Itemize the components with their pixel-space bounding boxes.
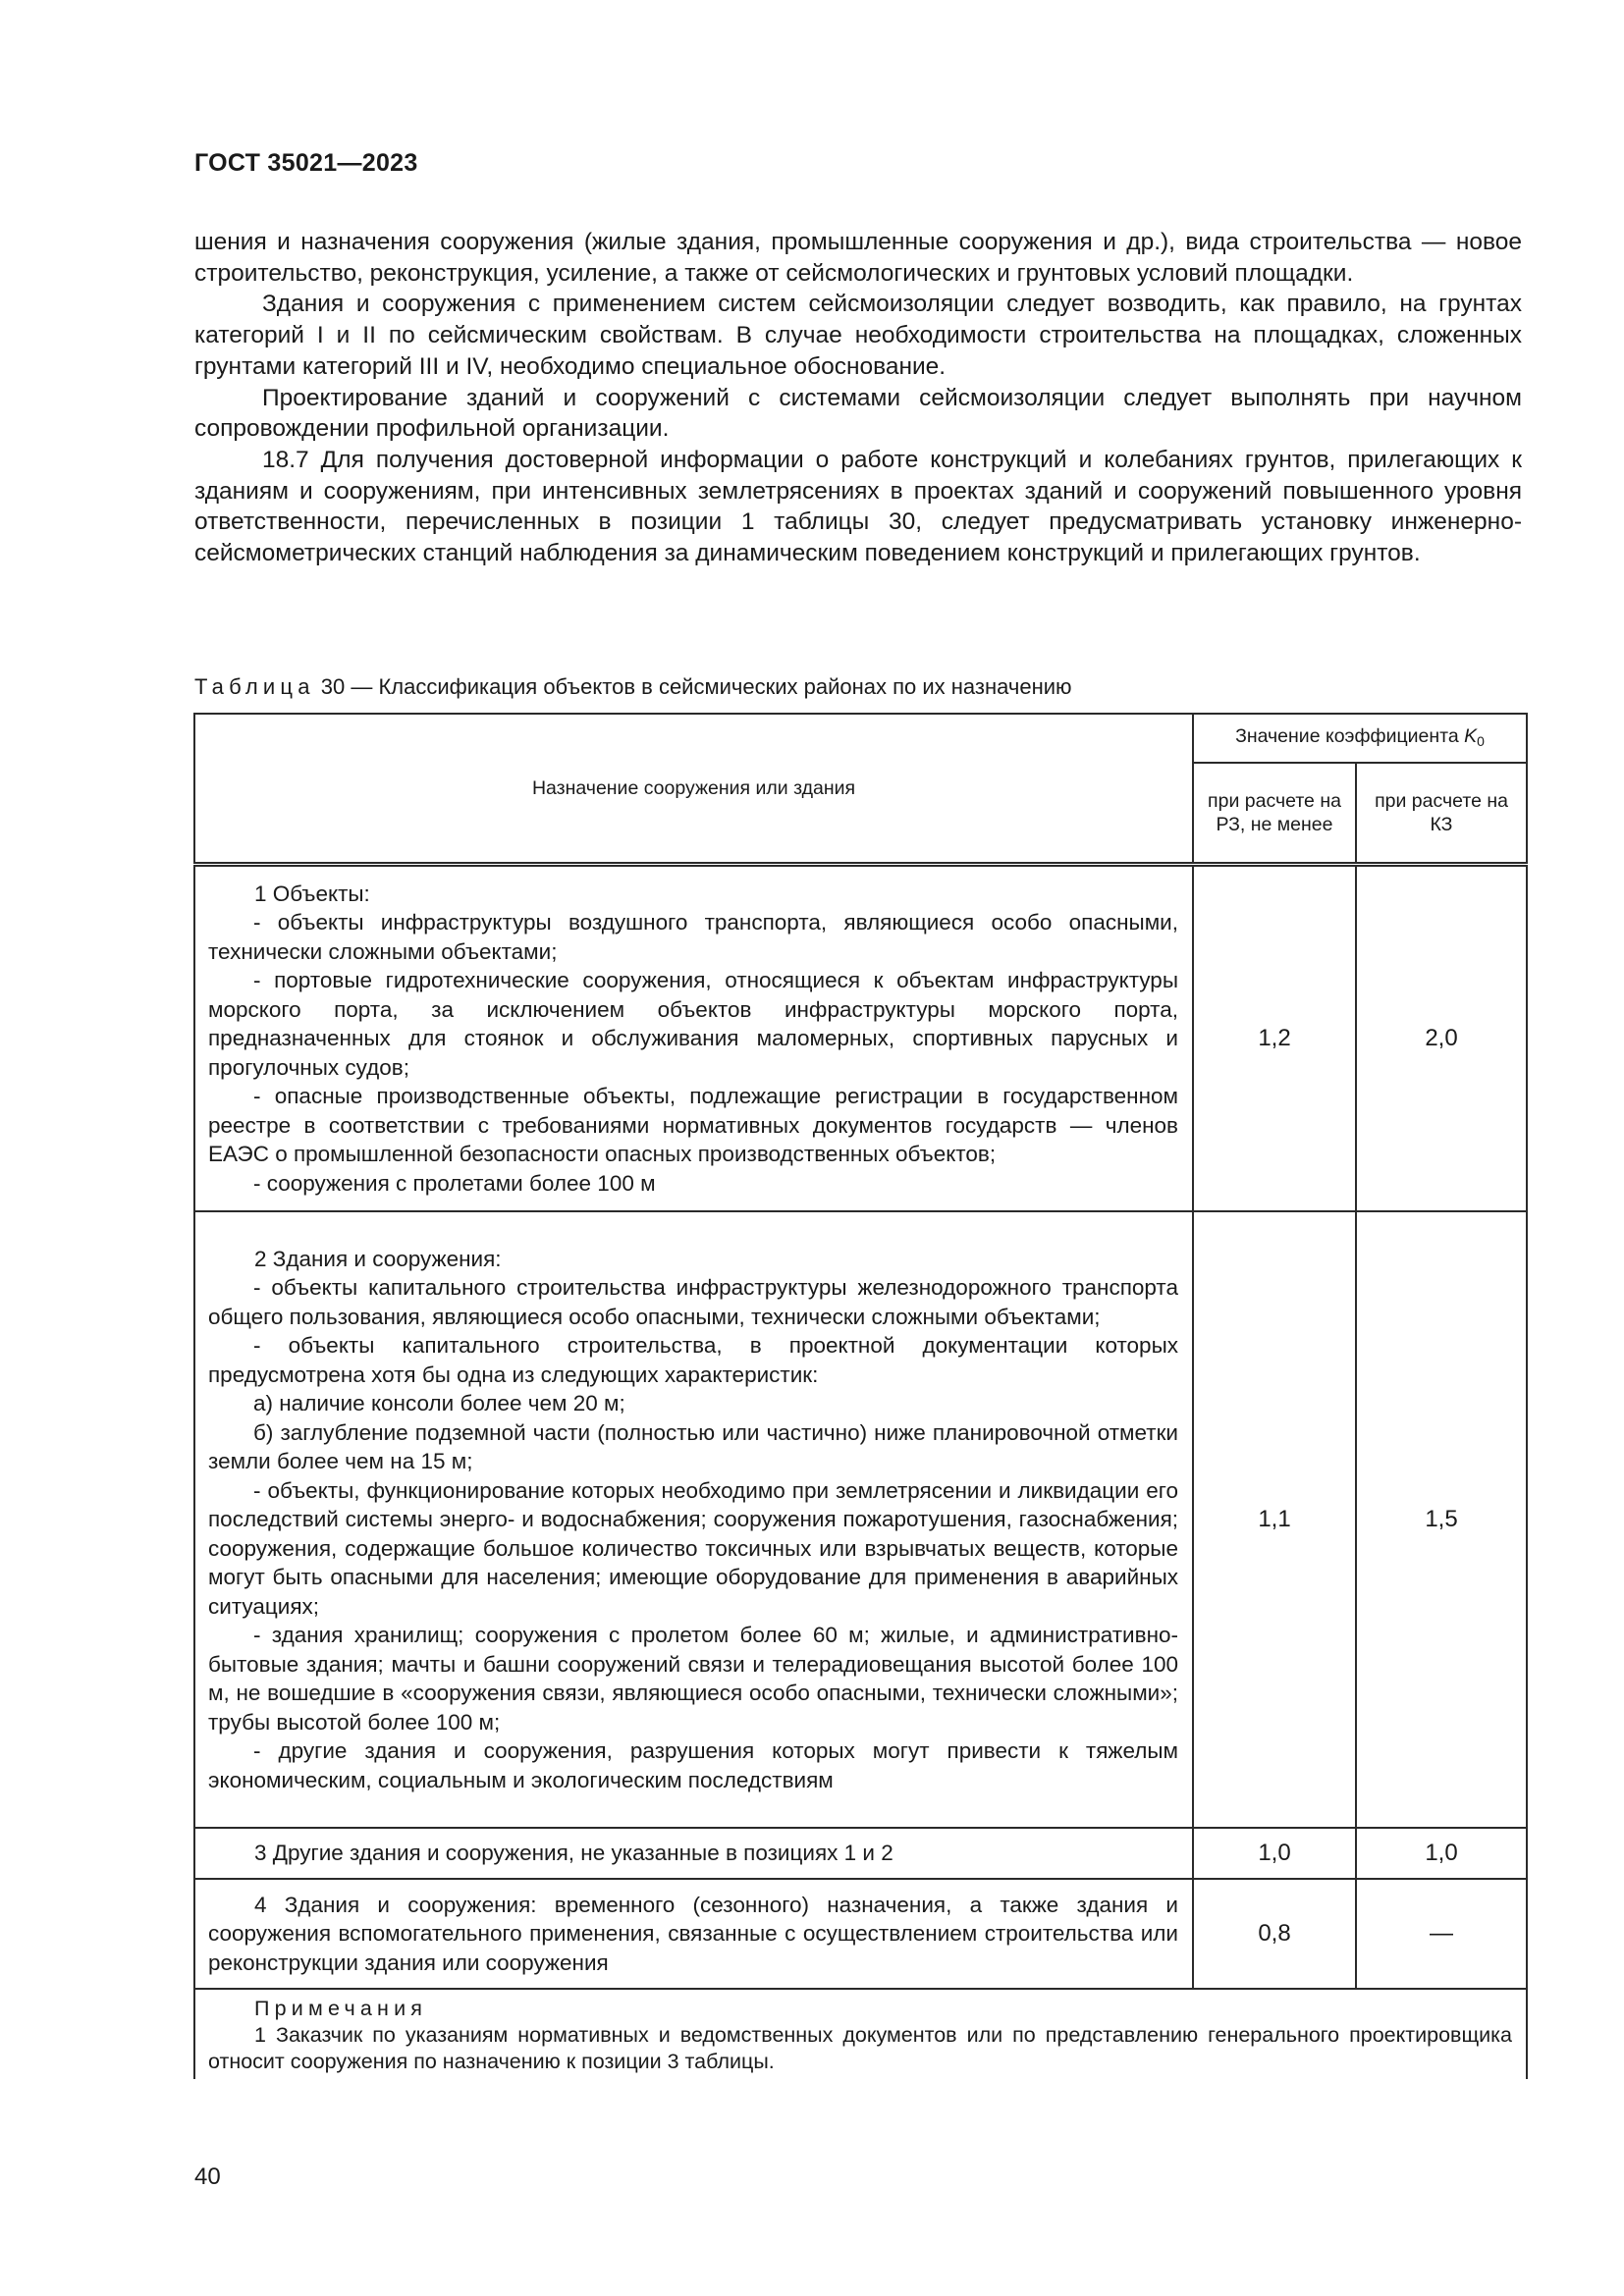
table-caption-text: 30 — Классификация объектов в сейсмических районах по их назначению (320, 674, 1072, 699)
row-kz-value: 2,0 (1356, 865, 1527, 1212)
table-row (194, 865, 1527, 1212)
table-row (194, 1828, 1527, 1879)
standard-header: ГОСТ 35021—2023 (194, 149, 418, 177)
row-kz-value: — (1356, 1879, 1527, 1989)
row-pz-value: 1,0 (1193, 1828, 1356, 1879)
paragraph-1: шения и назначения сооружения (жилые здания, промышленные сооружения и др.), вида строительства — новое строительство, реконструкция, усиление, а также от сейсмологических и грунтовых условий площадки. (194, 229, 1522, 287)
row-description: 2 Здания и сооружения: - объекты капитального строительства инфраструктуры железнодорожного транспорта общего пользования, являющиеся особо опасными, технически сложными объектами; - объекты капитального строительства, в проектной документации которых предусмотрена хотя бы одна из следующих характеристик: а) наличие консоли более чем 20 м; б) заглубление подземной части (полностью или частично) ниже планировочной отметки земли более чем на 15 м; - объекты, функционирование которых необходимо при землетрясении и ликвидации его последствий системы энерго- и водоснабжения; сооружения пожаротушения, газоснабжения; сооружения, содержащие большое количество токсичных или взрывчатых веществ, которые могут быть опасными для населения; имеющие оборудование для применения в аварийных ситуациях; - здания хранилищ; сооружения с пролетом более 60 м; жилые, и административно-бытовые здания; мачты и башни сооружений связи и телерадиовещания высотой более 100 м, не вошедшие в «сооружения связи, являющиеся особо опасными, технически сложными»; трубы высотой более 100 м; - другие здания и сооружения, разрушения которых могут привести к тяжелым экономическим, социальным и экологическим последствиям (194, 1211, 1193, 1828)
page-number: 40 (194, 2163, 221, 2190)
table-row (194, 1211, 1527, 1828)
table-caption (194, 674, 1072, 700)
table-caption-label: Таблица (194, 674, 315, 699)
row-pz-value: 0,8 (1193, 1879, 1356, 1989)
row-pz-value: 1,1 (1193, 1211, 1356, 1828)
row-description: 4 Здания и сооружения: временного (сезонного) назначения, а также здания и сооружения вспомогательного применения, связанные с осуществлением строительства или реконструкции здания или сооружения (194, 1879, 1193, 1989)
notes-title: Примечания (254, 1997, 428, 2020)
header-purpose: Назначение сооружения или здания (194, 714, 1193, 865)
table-notes (194, 1989, 1527, 2079)
header-kz: при расчете на КЗ (1356, 763, 1527, 865)
table-row (194, 1879, 1527, 1989)
notes-row (194, 1989, 1527, 2079)
paragraph-2: Здания и сооружения с применением систем сейсмоизоляции следует возводить, как правило, на грунтах категорий I и II по сейсмическим свойствам. В случае необходимости строительства на площадках, сложенных грунтами категорий III и IV, необходимо специальное обоснование. (194, 291, 1522, 380)
paragraph-4: 18.7 Для получения достоверной информации о работе конструкций и колебаниях грунтов, прилегающих к зданиям и сооружениям, при интенсивных землетрясениях в проектах зданий и сооружений повышенного уровня ответственности, перечисленных в позиции 1 таблицы 30, следует предусматривать установку инженерно-сейсмометрических станций наблюдения за динамическим поведением конструкций и прилегающих грунтов. (194, 446, 1522, 567)
row-kz-value: 1,0 (1356, 1828, 1527, 1879)
row-kz-value: 1,5 (1356, 1211, 1527, 1828)
row-pz-value: 1,2 (1193, 865, 1356, 1212)
header-pz: при расчете на РЗ, не менее (1193, 763, 1356, 865)
paragraph-3: Проектирование зданий и сооружений с системами сейсмоизоляции следует выполнять при научном сопровождении профильной организации. (194, 384, 1522, 443)
row-description: 3 Другие здания и сооружения, не указанные в позициях 1 и 2 (194, 1828, 1193, 1879)
classification-table (193, 713, 1526, 2079)
note-item: 1 Заказчик по указаниям нормативных и ведомственных документов или по представлению генерального проектировщика относит сооружения по назначению к позиции 3 таблицы. (208, 2023, 1513, 2073)
row-description: 1 Объекты: - объекты инфраструктуры воздушного транспорта, являющиеся особо опасными, технически сложными объектами; - портовые гидротехнические сооружения, относящиеся к объектам инфраструктуры морского порта, за исключением объектов инфраструктуры морского порта, предназначенных для стоянок и обслуживания маломерных, спортивных парусных и прогулочных судов; - опасные производственные объекты, подлежащие регистрации в государственном реестре в соответствии с требованиями нормативных документов государств — членов ЕАЭС о промышленной безопасности опасных производственных объектов; - сооружения с пролетами более 100 м (194, 865, 1193, 1212)
body-text (194, 227, 1522, 569)
header-coefficient: Значение коэффициента $K_0$ (1193, 714, 1527, 763)
